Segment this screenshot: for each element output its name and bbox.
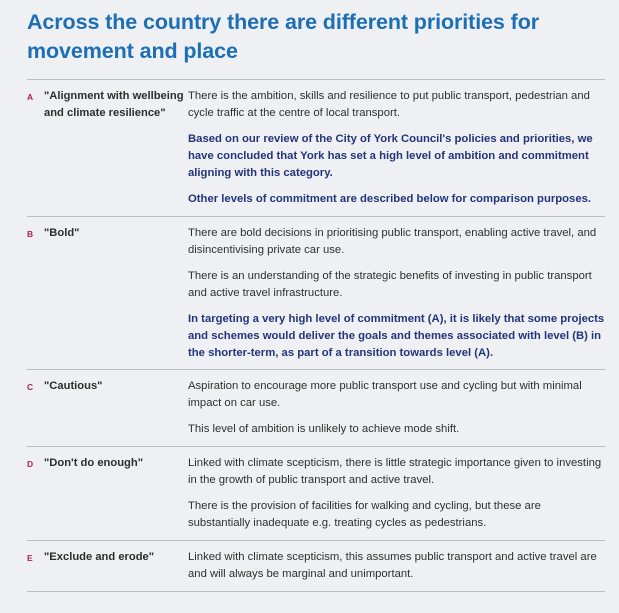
commitment-levels-table [27,79,605,592]
level-label: "Cautious" [44,380,103,393]
page-title: Across the country there are different priorities for movement and place [27,10,540,63]
description-paragraph: There is an understanding of the strategic benefits of investing in public transport and active travel infrastructure. [188,269,592,299]
description-paragraph: There is the provision of facilities for walking and cycling, but these are substantially inadequate e.g. treating cycles as pedestrians. [188,500,541,530]
level-row-a [27,80,605,217]
level-description [188,225,605,362]
level-letter: D [27,459,34,470]
level-letter: C [27,382,34,393]
level-description [188,455,605,532]
level-label: "Alignment with wellbeing and climate resilience" [44,90,184,119]
level-label: "Bold" [44,226,80,239]
level-description [188,378,605,438]
level-row-b [27,217,605,371]
description-paragraph: Linked with climate scepticism, there is little strategic importance given to investing in the growth of public transport and active travel. [188,457,602,487]
level-row-e [27,541,605,592]
level-description [188,549,605,583]
description-paragraph: There is the ambition, skills and resilience to put public transport, pedestrian and cycle traffic at the centre of local transport. [188,90,590,119]
level-row-d [27,447,605,541]
level-letter: B [27,228,34,239]
level-row-c [27,370,605,447]
level-label: "Don't do enough" [44,457,144,470]
description-paragraph: Linked with climate scepticism, this assumes public transport and active travel are and will always be marginal and unimportant. [188,550,597,580]
target-note-paragraph: In targeting a very high level of commitment (A), it is likely that some projects and schemes would deliver the goals and themes associated with level (B) in the shorter-term, as part of a transition towards level (A). [188,312,605,359]
york-conclusion-paragraph: Based on our review of the City of York Council's policies and priorities, we have concluded that York has set a high level of ambition and commitment aligning with this category. [188,133,593,179]
level-letter: E [27,552,33,563]
description-paragraph: Aspiration to encourage more public transport use and cycling but with minimal impact on car use. [188,380,582,410]
level-description [188,88,605,208]
description-paragraph: There are bold decisions in prioritising public transport, enabling active travel, and disincentivising private car use. [188,226,597,256]
comparison-note-paragraph: Other levels of commitment are described below for comparison purposes. [188,192,592,205]
description-paragraph: This level of ambition is unlikely to achieve mode shift. [188,423,460,436]
level-letter: A [27,92,34,102]
level-label: "Exclude and erode" [44,550,155,563]
